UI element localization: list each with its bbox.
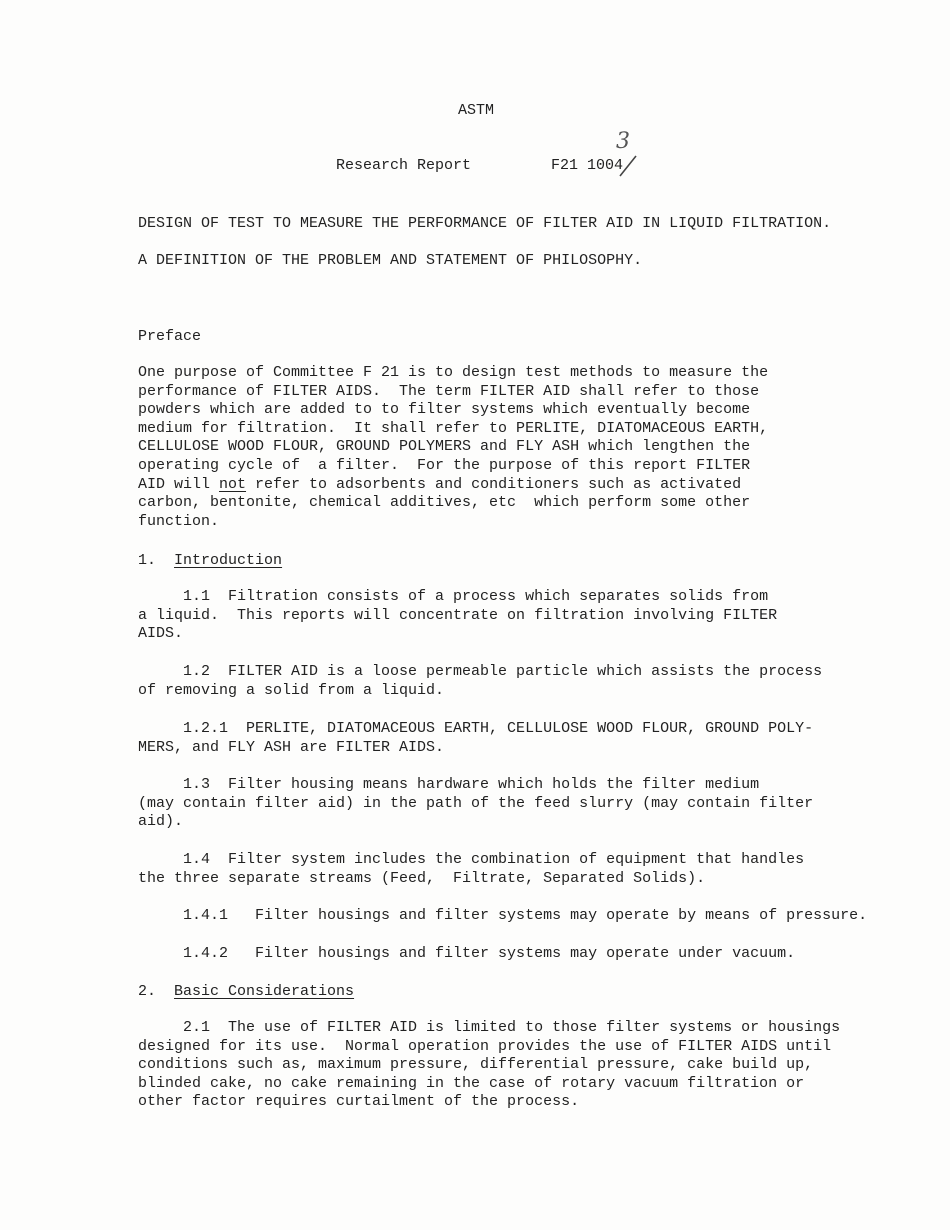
paragraph-1-4-1: 1.4.1 Filter housings and filter systems may operate by means of pressure.	[138, 907, 868, 924]
preface-emphasis: not	[219, 475, 247, 493]
section-2-heading	[138, 982, 354, 1001]
preface-heading: Preface	[138, 328, 202, 345]
strike-through-mark	[617, 152, 639, 180]
title-line-1: DESIGN OF TEST TO MEASURE THE PERFORMANCE OF FILTER AID IN LIQUID FILTRATION.	[138, 215, 832, 232]
paragraph-1-3: 1.3 Filter housing means hardware which holds the filter medium (may contain filter aid) in the path of the feed slurry (may contain filter aid).	[138, 776, 814, 831]
paragraph-1-2-1: 1.2.1 PERLITE, DIATOMACEOUS EARTH, CELLULOSE WOOD FLOUR, GROUND POLY- MERS, and FLY ASH are FILTER AIDS.	[138, 720, 814, 756]
preface-body	[138, 364, 898, 531]
handwritten-three-icon	[612, 124, 638, 154]
svg-text:3: 3	[616, 129, 630, 154]
report-number: F21 1004	[551, 157, 624, 174]
handwritten-correction	[612, 124, 638, 154]
preface-text-b: refer to adsorbents and conditioners such as activated carbon, bentonite, chemical additives, etc which perform some other function.	[138, 475, 751, 530]
paragraph-1-1: 1.1 Filtration consists of a process which separates solids from a liquid. This reports will concentrate on filtration involving FILTER AIDS.	[138, 588, 778, 643]
paragraph-1-4: 1.4 Filter system includes the combination of equipment that handles the three separate streams (Feed, Filtrate, Separated Solids).	[138, 851, 805, 887]
section-1-heading	[138, 551, 282, 570]
paragraph-1-4-2: 1.4.2 Filter housings and filter systems may operate under vacuum.	[138, 945, 796, 962]
title-line-2: A DEFINITION OF THE PROBLEM AND STATEMENT OF PHILOSOPHY.	[138, 252, 643, 269]
paragraph-2-1: 2.1 The use of FILTER AID is limited to those filter systems or housings designed for its use. Normal operation provides the use of FILTER AIDS until conditions such as, maximum pressure, differential pressure, cake build up, blinded cake, no cake remaining in the case of rotary vacuum filtration or other factor requires curtailment of the process.	[138, 1019, 841, 1111]
report-label: Research Report	[336, 157, 472, 174]
slash-mark-icon	[617, 152, 639, 180]
section-1-number: 1.	[138, 552, 157, 569]
preface-text-a: One purpose of Committee F 21 is to design test methods to measure the performance of FILTER AIDS. The term FILTER AID shall refer to those powders which are added to to filter systems which eventually become medium for filtration. It shall refer to PERLITE, DIATOMACEOUS EARTH, CELLULOSE WOOD FLOUR, GROUND POLYMERS and FLY ASH which lengthen the operating cycle of a filter. For the purpose of this report FILTER AID will	[138, 364, 769, 493]
paragraph-1-2: 1.2 FILTER AID is a loose permeable particle which assists the process of removing a solid from a liquid.	[138, 663, 823, 699]
org-header: ASTM	[458, 102, 495, 119]
section-2-number: 2.	[138, 983, 157, 1000]
section-1-title: Introduction	[174, 552, 283, 569]
section-2-title: Basic Considerations	[174, 983, 355, 1000]
